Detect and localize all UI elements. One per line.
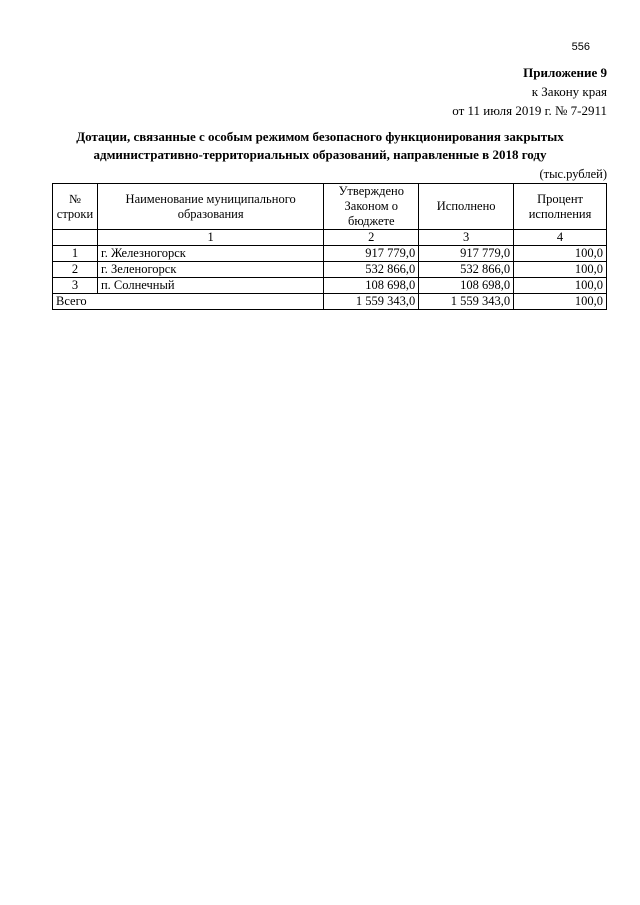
approved-amount: 532 866,0 — [324, 262, 419, 278]
table-row — [53, 246, 607, 262]
row-number: 1 — [53, 246, 98, 262]
table-row — [53, 278, 607, 294]
appendix-law-ref: к Закону края — [531, 84, 607, 99]
row-number: 3 — [53, 278, 98, 294]
approved-amount: 917 779,0 — [324, 246, 419, 262]
appendix-block — [452, 63, 607, 120]
table-row — [53, 262, 607, 278]
header-executed: Исполнено — [419, 184, 514, 230]
header-municipality: Наименование муниципального образования — [97, 184, 323, 230]
municipality-name: г. Железногорск — [97, 246, 323, 262]
execution-percent: 100,0 — [514, 278, 607, 294]
page-number: 556 — [571, 41, 590, 53]
column-number: 2 — [324, 230, 419, 246]
title-line-2: административно-территориальных образований, направленные в 2018 году — [93, 147, 547, 162]
table-header-row — [53, 184, 607, 230]
units-label: (тыс.рублей) — [539, 167, 607, 181]
header-percent: Процент исполнения — [514, 184, 607, 230]
municipality-name: г. Зеленогорск — [97, 262, 323, 278]
table-total-row — [53, 294, 607, 310]
total-executed: 1 559 343,0 — [419, 294, 514, 310]
executed-amount: 917 779,0 — [419, 246, 514, 262]
header-approved: Утверждено Законом о бюджете — [324, 184, 419, 230]
executed-amount: 108 698,0 — [419, 278, 514, 294]
row-number: 2 — [53, 262, 98, 278]
municipality-name: п. Солнечный — [97, 278, 323, 294]
title-line-1: Дотации, связанные с особым режимом безопасного функционирования закрытых — [76, 129, 564, 144]
dotations-table — [52, 183, 607, 310]
column-number-row — [53, 230, 607, 246]
execution-percent: 100,0 — [514, 246, 607, 262]
appendix-date: от 11 июля 2019 г. № 7-2911 — [452, 103, 607, 118]
total-percent: 100,0 — [514, 294, 607, 310]
column-number: 1 — [97, 230, 323, 246]
approved-amount: 108 698,0 — [324, 278, 419, 294]
appendix-title: Приложение 9 — [523, 65, 607, 80]
total-approved: 1 559 343,0 — [324, 294, 419, 310]
executed-amount: 532 866,0 — [419, 262, 514, 278]
total-label: Всего — [53, 294, 324, 310]
column-number: 3 — [419, 230, 514, 246]
execution-percent: 100,0 — [514, 262, 607, 278]
header-row-number: № строки — [53, 184, 98, 230]
column-number: 4 — [514, 230, 607, 246]
document-title — [40, 128, 600, 164]
